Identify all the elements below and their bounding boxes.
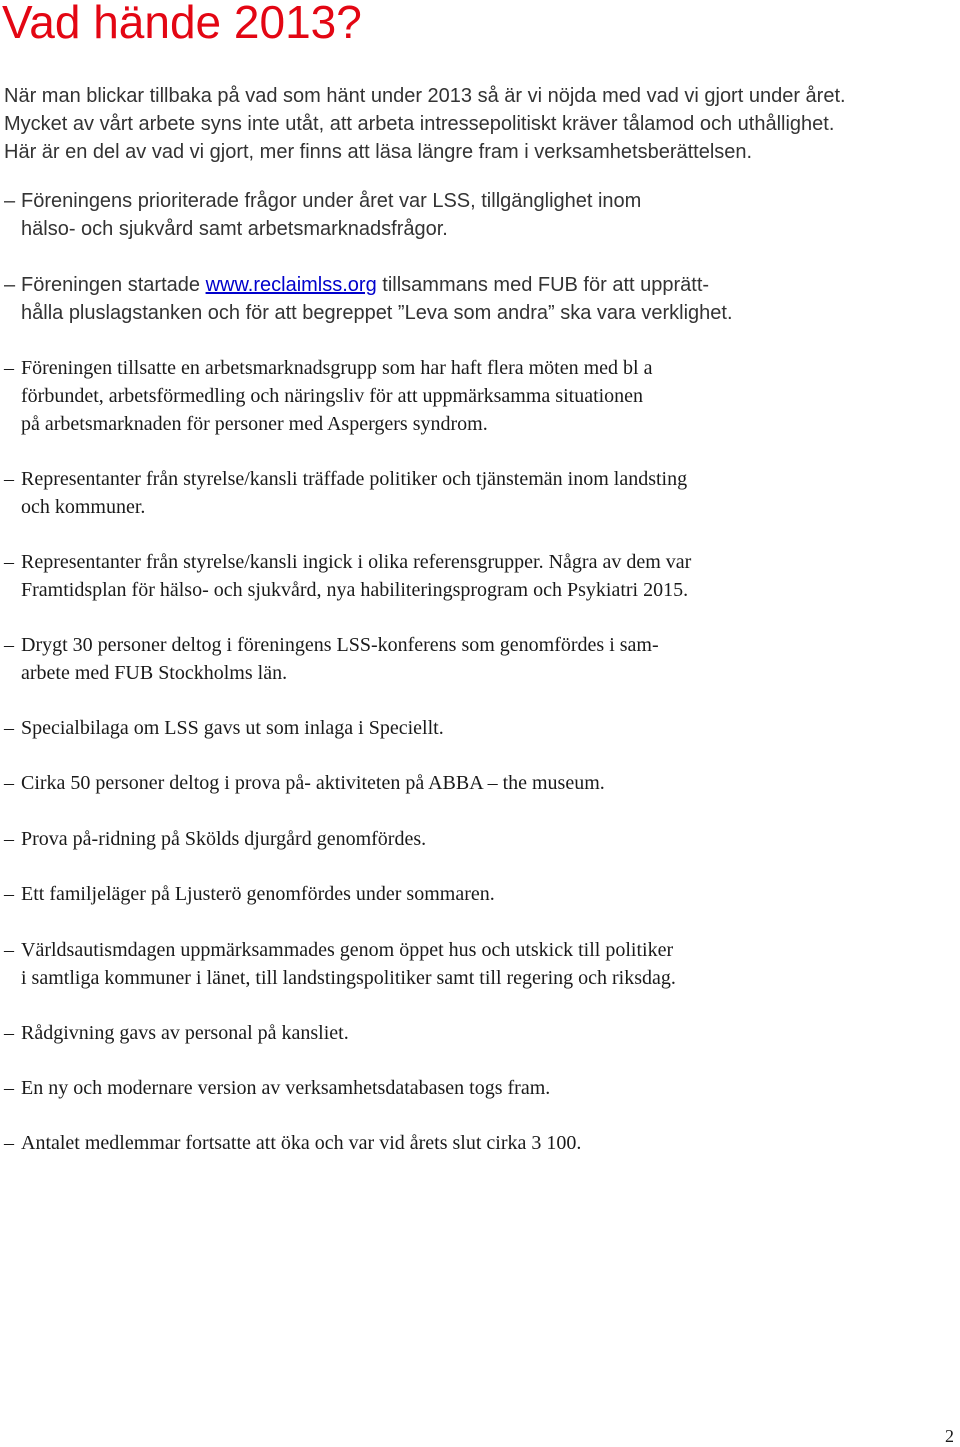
list-item (4, 465, 944, 521)
intro-line: När man blickar tillbaka på vad som hänt under 2013 så är vi nöjda med vad vi gjort under året. (4, 85, 846, 107)
dash-marker: – (4, 468, 14, 490)
list-item (4, 354, 944, 438)
list-item-text: Representanter från styrelse/kansli ingick i olika referensgrupper. Några av dem var (21, 551, 692, 573)
list-item-text: En ny och modernare version av verksamhetsdatabasen togs fram. (21, 1077, 551, 1099)
list-item-text: hälso- och sjukvård samt arbetsmarknadsfrågor. (21, 218, 448, 240)
list-item-text: Prova på-ridning på Skölds djurgård genomfördes. (21, 828, 427, 850)
list-item (4, 714, 944, 742)
dash-marker: – (4, 1132, 14, 1154)
dash-marker: – (4, 772, 14, 794)
list-item-text: förbundet, arbetsförmedling och näringsliv för att uppmärksamma situationen (21, 385, 644, 407)
list-item (4, 1074, 944, 1102)
dash-marker: – (4, 190, 16, 212)
list-item (4, 631, 944, 687)
list-item-text: Föreningen startade (21, 274, 206, 296)
page-number: 2 (945, 1426, 954, 1446)
list-item-text: i samtliga kommuner i länet, till landstingspolitiker samt till regering och riksdag. (21, 967, 676, 989)
dash-marker: – (4, 939, 14, 961)
list-item-text: på arbetsmarknaden för personer med Aspergers syndrom. (21, 413, 488, 435)
list-item (4, 936, 944, 992)
list-item (4, 769, 944, 797)
dash-marker: – (4, 357, 14, 379)
dash-marker: – (4, 828, 14, 850)
list-item-text: Ett familjeläger på Ljusterö genomfördes under sommaren. (21, 883, 495, 905)
list-item (4, 825, 944, 853)
list-item (4, 1019, 944, 1047)
intro-line: Mycket av vårt arbete syns inte utåt, att arbeta intressepolitiskt kräver tålamod och uthållighet. (4, 113, 835, 135)
list-item-text: Specialbilaga om LSS gavs ut som inlaga i Speciellt. (21, 717, 444, 739)
intro-line: Här är en del av vad vi gjort, mer finns att läsa längre fram i verksamhetsberättelsen. (4, 141, 753, 163)
list-item-text: Antalet medlemmar fortsatte att öka och var vid årets slut cirka 3 100. (21, 1132, 582, 1154)
dash-marker: – (4, 634, 14, 656)
list-item (4, 271, 944, 327)
dash-marker: – (4, 717, 14, 739)
intro-paragraph (4, 82, 954, 166)
list-item (4, 1129, 944, 1157)
page-title: Vad hände 2013? (2, 0, 362, 48)
list-item-text: tillsammans med FUB för att upprätt- (376, 274, 710, 296)
list-item (4, 187, 944, 243)
list-item-text: Rådgivning gavs av personal på kansliet. (21, 1022, 349, 1044)
reclaimlss-link[interactable]: www.reclaimlss.org (205, 274, 377, 296)
list-item-text: Framtidsplan för hälso- och sjukvård, nya habiliteringsprogram och Psykiatri 2015. (21, 579, 689, 601)
list-item-text: Världsautismdagen uppmärksammades genom öppet hus och utskick till politiker (21, 939, 674, 961)
list-item-text: Föreningens prioriterade frågor under året var LSS, tillgänglighet inom (21, 190, 642, 212)
dash-marker: – (4, 551, 14, 573)
dash-marker: – (4, 274, 16, 296)
list-item-text: arbete med FUB Stockholms län. (21, 662, 288, 684)
list-item-text: Föreningen tillsatte en arbetsmarknadsgrupp som har haft flera möten med bl a (21, 357, 653, 379)
dash-marker: – (4, 1022, 14, 1044)
list-item-text: hålla pluslagstanken och för att begreppet ”Leva som andra” ska vara verklighet. (21, 302, 733, 324)
list-item-text: Cirka 50 personer deltog i prova på- aktiviteten på ABBA – the museum. (21, 772, 605, 794)
dash-marker: – (4, 1077, 14, 1099)
dash-marker: – (4, 883, 14, 905)
list-item (4, 880, 944, 908)
list-item-text: Representanter från styrelse/kansli träffade politiker och tjänstemän inom landsting (21, 468, 688, 490)
list-item (4, 548, 944, 604)
list-item-text: och kommuner. (21, 496, 146, 518)
list-item-text: Drygt 30 personer deltog i föreningens LSS-konferens som genomfördes i sam- (21, 634, 659, 656)
